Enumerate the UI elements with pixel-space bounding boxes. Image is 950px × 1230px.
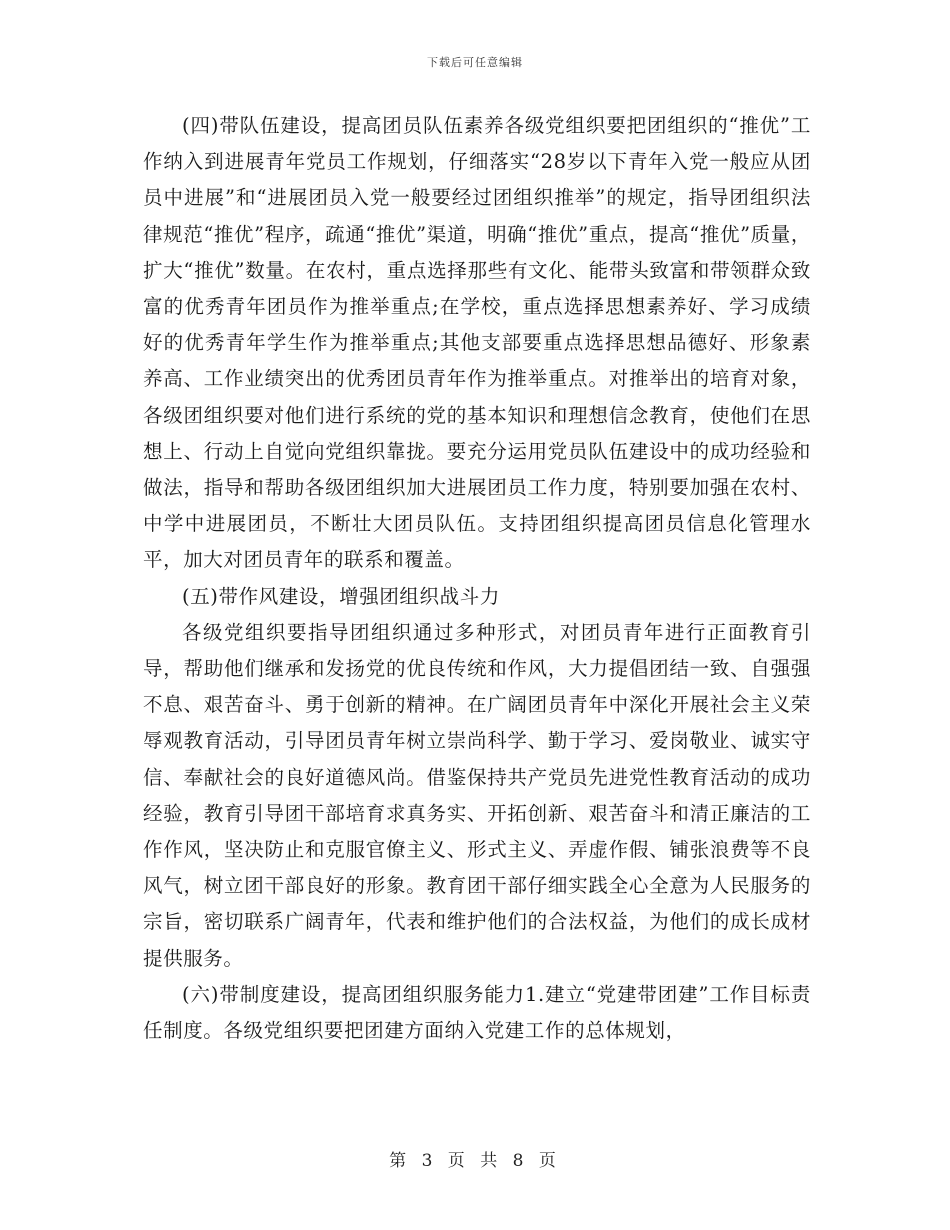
document-body — [143, 108, 811, 1049]
page-header-note: 下载后可任意编辑 — [427, 56, 523, 69]
paragraph-team-building: (四)带队伍建设，提高团员队伍素养各级党组织要把团组织的“推优”工作纳入到进展青年党员工作规划，仔细落实“28岁以下青年入党一般应从团员中进展”和“进展团员入党一般要经过团组织推举”的规定，指导团组织法律规范“推优”程序，疏通“推优”渠道，明确“推优”重点，提高“推优”质量，扩大“推优”数量。在农村，重点选择那些有文化、能带头致富和带领群众致富的优秀青年团员作为推举重点;在学校，重点选择思想素养好、学习成绩好的优秀青年学生作为推举重点;其他支部要重点选择思想品德好、形象素养高、工作业绩突出的优秀团员青年作为推举重点。对推举出的培育对象，各级团组织要对他们进行系统的党的基本知识和理想信念教育，使他们在思想上、行动上自觉向党组织靠拢。要充分运用党员队伍建设中的成功经验和做法，指导和帮助各级团组织加大进展团员工作力度，特别要加强在农村、中学中进展团员，不断壮大团员队伍。支持团组织提高团员信息化管理水平，加大对团员青年的联系和覆盖。 — [143, 114, 811, 572]
paragraph-work-style: 各级党组织要指导团组织通过多种形式，对团员青年进行正面教育引导，帮助他们继承和发扬党的优良传统和作风，大力提倡团结一致、自强强不息、艰苦奋斗、勇于创新的精神。在广阔团员青年中深化开展社会主义荣辱观教育活动，引导团员青年树立崇尚科学、勤于学习、爱岗敬业、诚实守信、奉献社会的良好道德风尚。借鉴保持共产党员先进党性教育活动的成功经验，教育引导团干部培育求真务实、开拓创新、艰苦奋斗和清正廉洁的工作作风，坚决防止和克服官僚主义、形式主义、弄虚作假、铺张浪费等不良风气，树立团干部良好的形象。教育团干部仔细实践全心全意为人民服务的宗旨，密切联系广阔青年，代表和维护他们的合法权益，为他们的成长成材提供服务。 — [143, 620, 811, 970]
page-number: 第 3 页 共 8 页 — [389, 1151, 561, 1171]
paragraph-system-building: (六)带制度建设，提高团组织服务能力1.建立“党建带团建”工作目标责任制度。各级党组织要把团建方面纳入党建工作的总体规划， — [143, 982, 811, 1043]
paragraph-heading-work-style: (五)带作风建设，增强团组织战斗力 — [182, 584, 500, 608]
